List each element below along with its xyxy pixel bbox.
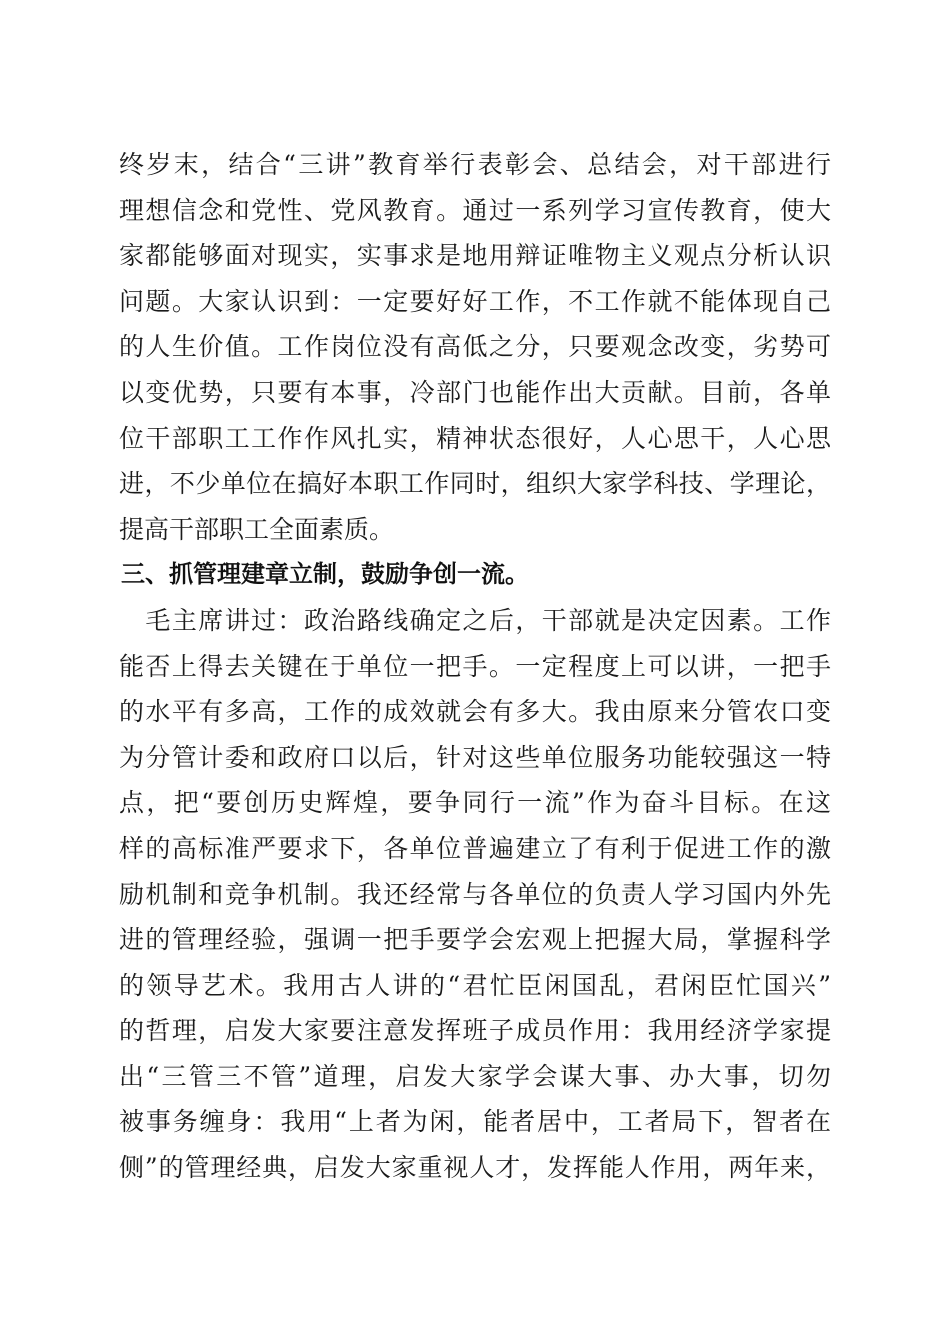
paragraph-2-line: 的哲理，启发大家要注意发挥班子成员作用：我用经济学家提 xyxy=(119,1016,831,1046)
paragraph-1-line: 提高干部职工全面素质。 xyxy=(119,514,395,544)
paragraph-1 xyxy=(119,142,831,552)
paragraph-2 xyxy=(119,598,831,1191)
paragraph-1-line: 进，不少单位在搞好本职工作同时，组织大家学科技、学理论， xyxy=(119,469,831,499)
paragraph-2-line: 能否上得去关键在于单位一把手。一定程度上可以讲，一把手 xyxy=(119,651,831,681)
paragraph-2-line: 点，把“要创历史辉煌，要争同行一流”作为奋斗目标。在这 xyxy=(119,788,831,818)
paragraph-2-line: 出“三管三不管”道理，启发大家学会谋大事、办大事，切勿 xyxy=(119,1061,831,1091)
paragraph-2-line: 进的管理经验，强调一把手要学会宏观上把握大局，掌握科学 xyxy=(119,925,831,955)
paragraph-1-line: 终岁末，结合“三讲”教育举行表彰会、总结会，对干部进行 xyxy=(119,150,831,179)
section-heading-3: 三、抓管理建章立制，鼓励争创一流。 xyxy=(121,560,529,589)
paragraph-2-line: 的领导艺术。我用古人讲的“君忙臣闲国乱，君闲臣忙国兴” xyxy=(119,970,831,1000)
paragraph-2-line: 毛主席讲过：政治路线确定之后，干部就是决定因素。工作 xyxy=(119,605,831,635)
paragraph-2-line: 被事务缠身：我用“上者为闲，能者居中，工者局下，智者在 xyxy=(119,1107,831,1137)
document-body xyxy=(119,142,831,1191)
paragraph-2-line: 励机制和竞争机制。我还经常与各单位的负责人学习国内外先 xyxy=(119,879,831,909)
paragraph-2-line: 为分管计委和政府口以后，针对这些单位服务功能较强这一特 xyxy=(119,742,831,772)
paragraph-1-line: 位干部职工工作作风扎实，精神状态很好，人心思干，人心思 xyxy=(119,423,831,453)
paragraph-1-line: 问题。大家认识到：一定要好好工作，不工作就不能体现自己 xyxy=(119,286,831,316)
paragraph-2-line: 样的高标准严要求下，各单位普遍建立了有利于促进工作的激 xyxy=(119,833,831,863)
paragraph-2-line: 的水平有多高，工作的成效就会有多大。我由原来分管农口变 xyxy=(119,697,831,727)
paragraph-1-line: 的人生价值。工作岗位没有高低之分，只要观念改变，劣势可 xyxy=(119,332,831,362)
paragraph-2-line: 侧”的管理经典，启发大家重视人才，发挥能人作用，两年来， xyxy=(119,1153,831,1183)
paragraph-1-line: 理想信念和党性、党风教育。通过一系列学习宣传教育，使大 xyxy=(119,195,831,225)
paragraph-1-line: 以变优势，只要有本事，冷部门也能作出大贡献。目前，各单 xyxy=(119,377,831,407)
paragraph-1-line: 家都能够面对现实，实事求是地用辩证唯物主义观点分析认识 xyxy=(119,241,831,271)
